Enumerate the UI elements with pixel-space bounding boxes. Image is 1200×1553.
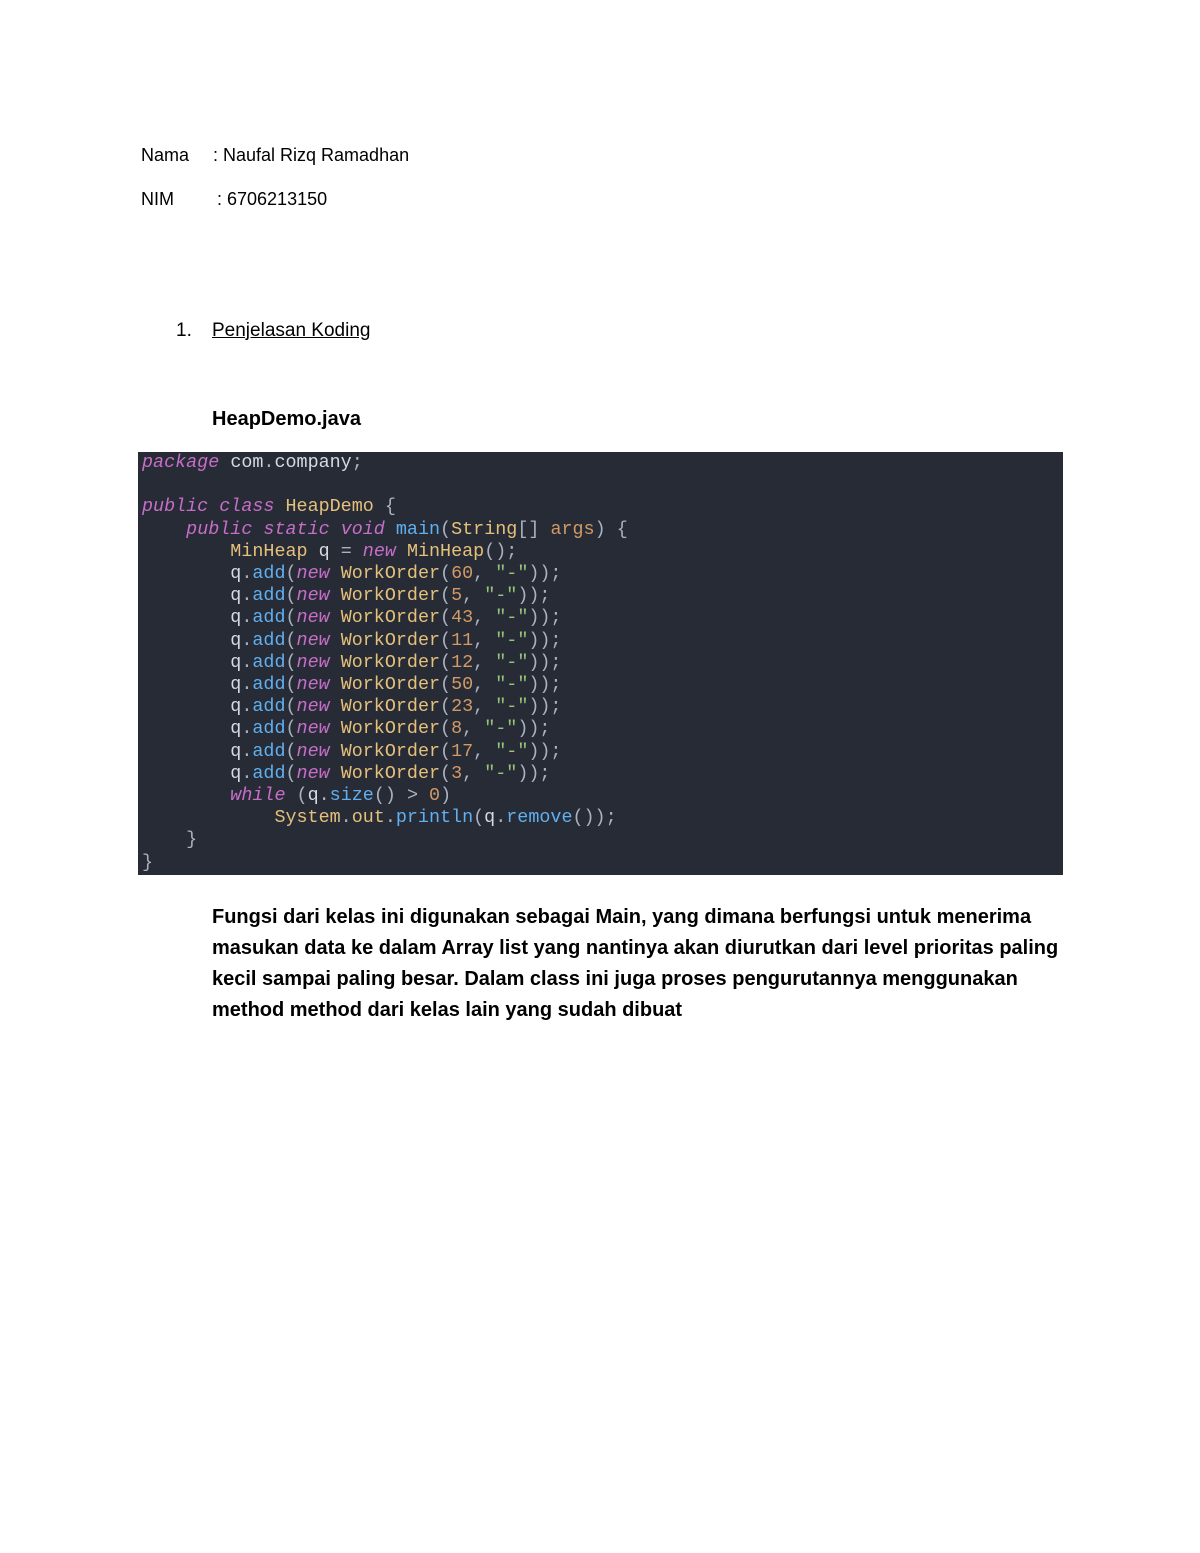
- code-line: public static void main(String[] args) {: [186, 518, 628, 540]
- section-title: Penjelasan Koding: [212, 320, 371, 341]
- code-line: q.add(new WorkOrder(5, "-"));: [230, 585, 551, 607]
- code-line: q.add(new WorkOrder(11, "-"));: [230, 629, 562, 651]
- code-line: public class HeapDemo {: [142, 496, 396, 518]
- code-line: q.add(new WorkOrder(60, "-"));: [230, 563, 562, 585]
- code-line: package com.company;: [142, 452, 363, 473]
- description-paragraph: Fungsi dari kelas ini digunakan sebagai Main, yang dimana berfungsi untuk menerima masukan data ke dalam Array list yang nantinya akan diurutkan dari level prioritas paling kecil sampai paling besar. Dalam class ini juga proses pengurutannya menggunakan method method dari kelas lain yang sudah dibuat: [212, 906, 1059, 1021]
- code-line: q.add(new WorkOrder(12, "-"));: [230, 651, 562, 673]
- nim-value: : 6706213150: [217, 189, 328, 209]
- code-line: q.add(new WorkOrder(50, "-"));: [230, 674, 562, 696]
- section-number: 1.: [176, 320, 192, 341]
- code-line: q.add(new WorkOrder(17, "-"));: [230, 740, 562, 762]
- code-line: }: [186, 829, 198, 851]
- code-text: [142, 452, 1063, 874]
- name-value: : Naufal Rizq Ramadhan: [213, 145, 410, 165]
- code-block: [138, 452, 1063, 875]
- file-title: HeapDemo.java: [212, 408, 361, 430]
- code-line: while (q.size() > 0): [230, 785, 452, 807]
- code-line: MinHeap q = new MinHeap();: [230, 540, 518, 562]
- section-heading: [176, 320, 370, 342]
- nim-label: NIM: [141, 189, 174, 209]
- name-row: [141, 145, 409, 166]
- name-label: Nama: [141, 145, 190, 165]
- code-line: System.out.println(q.remove());: [274, 807, 617, 829]
- code-line: q.add(new WorkOrder(23, "-"));: [230, 696, 562, 718]
- code-line: q.add(new WorkOrder(3, "-"));: [230, 762, 551, 784]
- nim-row: [141, 189, 327, 210]
- code-line: q.add(new WorkOrder(8, "-"));: [230, 718, 551, 740]
- code-line: q.add(new WorkOrder(43, "-"));: [230, 607, 562, 629]
- code-line: }: [142, 851, 154, 873]
